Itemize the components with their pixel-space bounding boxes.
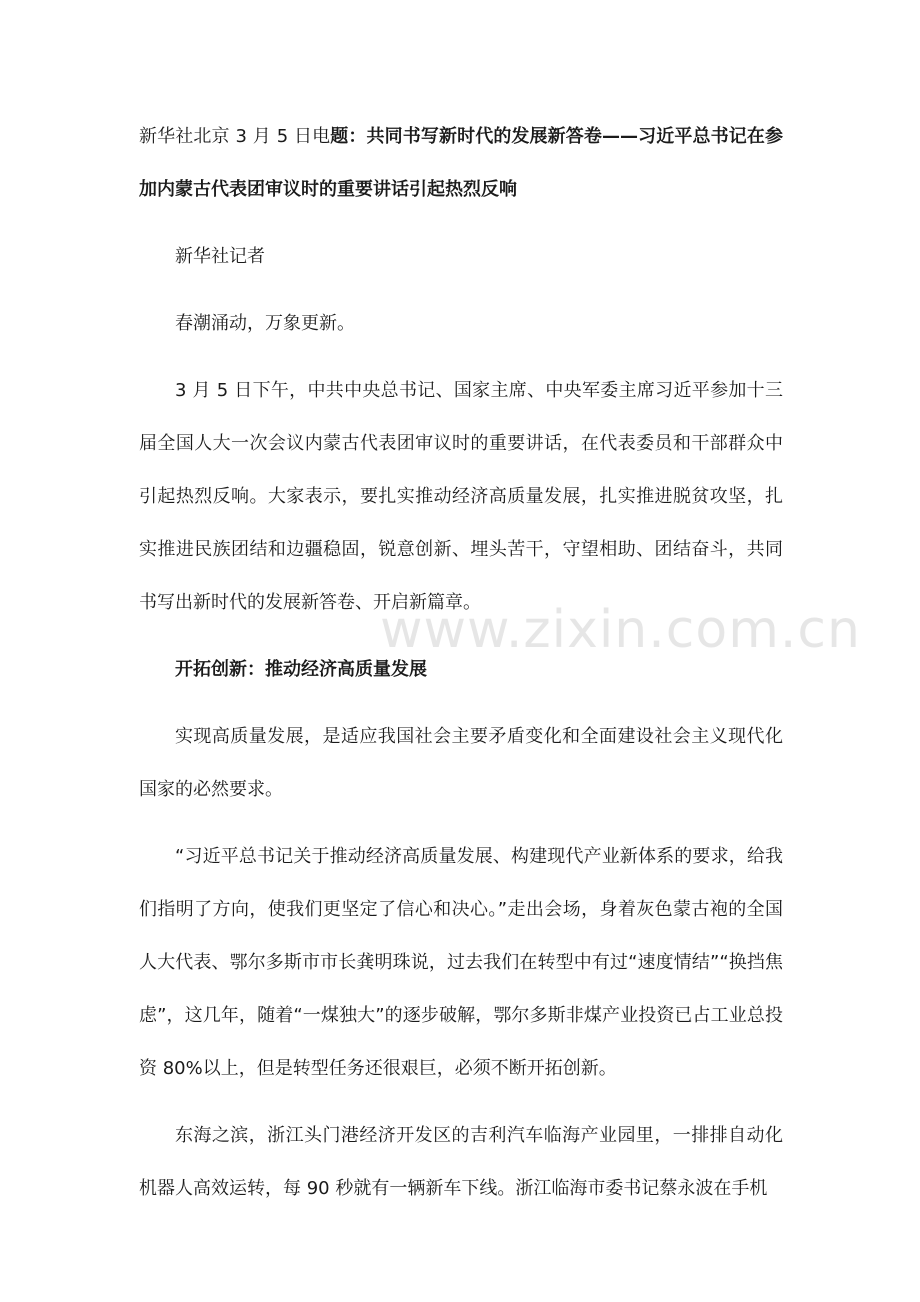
paragraph-4: “习近平总书记关于推动经济高质量发展、构建现代产业新体系的要求，给我们指明了方向，使我们更坚定了信心和决心。”走出会场，身着灰色蒙古袍的全国人大代表、鄂尔多斯市市长龚明珠说，过去我们在转型中有过“速度情结”“换挡焦虑”，这几年，随着“一煤独大”的逐步破解，鄂尔多斯非煤产业投资已占工业总投资 80%以上，但是转型任务还很艰巨，必须不断开拓创新。 [139,846,783,1079]
document-page [139,110,783,1229]
byline: 新华社记者 [175,246,265,267]
paragraph-5: 东海之滨，浙江头门港经济开发区的吉利汽车临海产业园里，一排排自动化机器人高效运转，每 90 秒就有一辆新车下线。浙江临海市委书记蔡永波在手机 [139,1125,783,1199]
paragraph-2: 3 月 5 日下午，中共中央总书记、国家主席、中央军委主席习近平参加十三届全国人大一次会议内蒙古代表团审议时的重要讲话，在代表委员和干部群众中引起热烈反响。大家表示，要扎实推动经济高质量发展，扎实推进脱贫攻坚，扎实推进民族团结和边疆稳固，锐意创新、埋头苦干，守望相助、团结奋斗，共同书写出新时代的发展新答卷、开启新篇章。 [139,380,783,613]
watermark: www.zixin.com.cn [380,600,861,660]
paragraph-1: 春潮涌动，万象更新。 [175,313,355,334]
dateline: 新华社北京 3 月 5 日电 [139,126,331,147]
article-headline [139,110,783,216]
article-title: 题：共同书写新时代的发展新答卷——习近平总书记在参加内蒙古代表团审议时的重要讲话引起热烈反响 [139,126,783,200]
paragraph-3: 实现高质量发展，是适应我国社会主要矛盾变化和全面建设社会主义现代化国家的必然要求。 [139,726,783,800]
section-heading: 开拓创新：推动经济高质量发展 [175,659,427,680]
